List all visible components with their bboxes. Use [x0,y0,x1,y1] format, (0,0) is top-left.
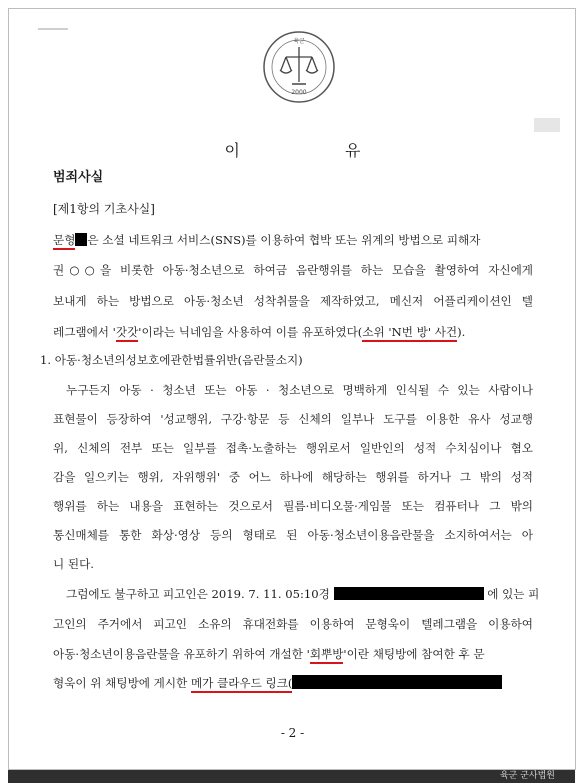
para2-line6: 통신매체를 통한 화상·영상 등의 형태로 된 아동·청소년이용음란물을 소지하여서는 아 [53,528,533,542]
footer-bar [8,770,575,783]
para2-line3: 위, 신체의 전부 또는 일부를 접촉·노출하는 행위로서 일반인의 성적 수치심이나 혐오 [53,441,533,455]
para3-line4: 형욱이 위 채팅방에 게시한 메가 클라우드 링크( [53,675,533,691]
para1-line3: 보내게 하는 방법으로 아동·청소년 성착취물을 제작하였고, 메신저 어플리케이션인 텔 [53,294,533,308]
seal-top-text: 육군 [293,38,305,45]
list-item-1: 1. 아동·청소년의성보호에관한법률위반(음란물소지) [40,353,303,367]
para3-line1: 그럼에도 불구하고 피고인은 2019. 7. 11. 05:10경 에 있는 피 [66,587,540,601]
seal-year: 2000 [291,89,307,96]
cloud-link-highlight: 메가 클라우드 링크( [191,676,293,693]
section-heading: 범죄사실 [53,170,104,185]
para2-line1: 누구든지 아동 · 청소년 또는 아동 · 청소년으로 명백하게 인식될 수 있는 사람이나 [66,383,533,397]
scan-speckle [38,28,68,30]
document-title: 이 유 [224,141,411,160]
redaction-bar [292,675,502,689]
para1-line2: 권○○을 비롯한 아동·청소년으로 하여금 음란행위를 하는 모습을 촬영하여 자신에게 [53,263,533,277]
footer-court-name: 육군 군사법원 [499,771,555,781]
para2-line4: 감을 일으키는 행위, 자위행위' 중 어느 하나에 해당하는 행위를 하거나 그 밖의 성적 [53,470,533,484]
defendant-name: 문형 [53,233,75,250]
para2-line7: 니 된다. [53,557,94,571]
sub-heading: [제1항의 기초사실] [53,202,155,216]
para3-line3: 아동·청소년이용음란물을 유포하기 위하여 개설한 '회뿌방'이란 채팅방에 참여한 후 문 [53,646,533,662]
case-name-highlight: 소위 'N번 방' 사건 [362,325,457,342]
scan-speckle [534,118,560,132]
chatroom-name-highlight: 회뿌방 [310,647,344,664]
para2-line5: 행위를 하는 내용을 표현하는 것으로서 필름·비디오물·게임물 또는 컴퓨터나 그 밖의 [53,499,533,513]
redaction-bar [334,587,484,600]
redaction-bar [75,233,87,246]
page-number: - 2 - [280,726,305,740]
para1-line1: 문형 은 소셜 네트워크 서비스(SNS)를 이용하여 협박 또는 위계의 방법으로 피해자 [53,232,533,248]
para1-line4: 레그램에서 '갓갓'이라는 닉네임을 사용하여 이를 유포하였다(소위 'N번 방' 사건). [53,324,533,340]
para2-line2: 표현물이 등장하여 '성교행위, 구강·항문 등 신체의 일부나 도구를 이용한 유사 성교행 [53,412,533,426]
court-seal-emblem [262,30,336,104]
nickname-highlight: 갓갓 [116,325,138,342]
para3-line2: 고인의 주거에서 피고인 소유의 휴대전화를 이용하여 문형욱이 텔레그램을 이용하여 [53,617,533,631]
